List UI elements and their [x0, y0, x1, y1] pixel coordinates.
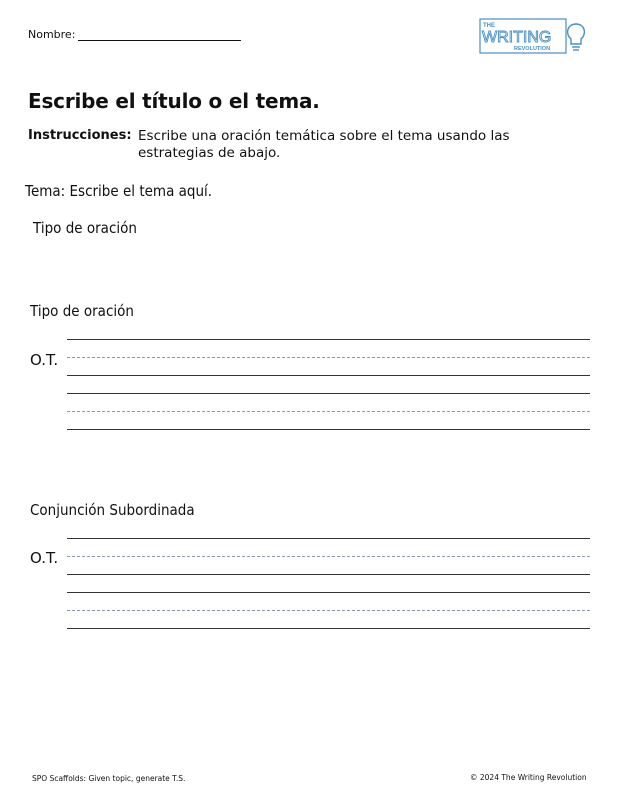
footer-copyright: © 2024 The Writing Revolution — [470, 773, 587, 782]
writing-line[interactable] — [67, 393, 590, 394]
writing-line[interactable] — [67, 592, 590, 593]
logo-text-the: THE — [483, 23, 495, 29]
topic-heading: Tema: Escribe el tema aquí. — [25, 182, 213, 200]
instructions-label: Instrucciones: — [28, 128, 132, 143]
writing-guide-line — [67, 411, 590, 412]
footer-worksheet-label: SPO Scaffolds: Given topic, generate T.S. — [32, 774, 186, 783]
lightbulb-icon — [568, 24, 585, 50]
topic-sentence-prefix: O.T. — [30, 351, 59, 369]
writing-line[interactable] — [67, 339, 590, 340]
writing-guide-line — [67, 357, 590, 358]
name-label: Nombre: — [28, 28, 76, 41]
logo-text-revolution: REVOLUTION — [514, 46, 551, 52]
section-label-subordinating-conjunction: Conjunción Subordinada — [30, 501, 195, 519]
topic-sentence-prefix: O.T. — [30, 549, 59, 567]
writing-guide-line — [67, 610, 590, 611]
page-title: Escribe el título o el tema. — [28, 89, 320, 113]
writing-guide-line — [67, 556, 590, 557]
writing-line[interactable] — [67, 538, 590, 539]
writing-revolution-logo — [479, 18, 591, 56]
section-label-sentence-type-2: Tipo de oración — [30, 302, 134, 320]
writing-line[interactable] — [67, 429, 590, 430]
writing-line[interactable] — [67, 375, 590, 376]
logo-text-writing: WRITING — [482, 29, 552, 46]
name-field[interactable] — [78, 40, 241, 41]
instructions-text: Escribe una oración temática sobre el tema usando las estrategias de abajo. — [138, 128, 510, 161]
section-label-sentence-type-1: Tipo de oración — [33, 219, 137, 237]
writing-line[interactable] — [67, 574, 590, 575]
writing-line[interactable] — [67, 628, 590, 629]
